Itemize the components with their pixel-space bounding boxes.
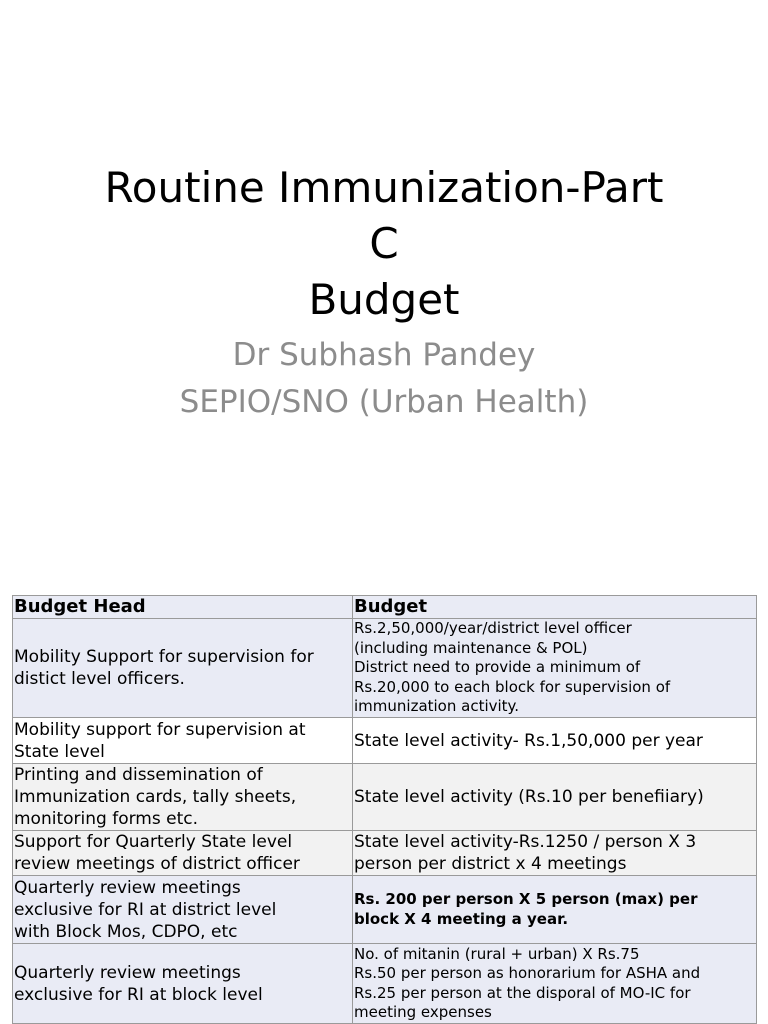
row-budget-head: Support for Quarterly State level review meetings of district officer	[13, 831, 353, 876]
row-budget-value: State level activity-Rs.1250 / person X 3 person per district x 4 meetings	[353, 831, 757, 876]
row-budget-value: State level activity (Rs.10 per benefiiary)	[353, 764, 757, 831]
title-line-3: Budget	[308, 275, 460, 324]
slide-subtitle	[0, 332, 768, 426]
title-line-1: Routine Immunization-Part	[104, 163, 664, 212]
row-budget-head: Printing and dissemination of Immunization cards, tally sheets, monitoring forms etc.	[13, 764, 353, 831]
row-budget-value: Rs.2,50,000/year/district level officer (including maintenance & POL) District need to provide a minimum of Rs.20,000 to each block for supervision of immunization activity.	[353, 619, 757, 718]
table-row	[13, 718, 757, 764]
author-role: SEPIO/SNO (Urban Health)	[179, 384, 589, 420]
header-budget: Budget	[353, 596, 757, 619]
row-budget-head: Quarterly review meetings exclusive for RI at district level with Block Mos, CDPO, etc	[13, 876, 353, 944]
table-row	[13, 831, 757, 876]
table-header-row	[13, 596, 757, 619]
row-budget-value: Rs. 200 per person X 5 person (max) per block X 4 meeting a year.	[353, 876, 757, 944]
table-row	[13, 876, 757, 944]
table-row	[13, 944, 757, 1024]
budget-table	[12, 595, 757, 1024]
row-budget-head: Mobility Support for supervision for distict level officers.	[13, 619, 353, 718]
table-row	[13, 619, 757, 718]
row-budget-value: State level activity- Rs.1,50,000 per year	[353, 718, 757, 764]
slide-title	[0, 160, 768, 328]
author-name: Dr Subhash Pandey	[232, 337, 536, 373]
table-row	[13, 764, 757, 831]
row-budget-value: No. of mitanin (rural + urban) X Rs.75 Rs.50 per person as honorarium for ASHA and Rs.25 per person at the disporal of MO-IC for meeting expenses	[353, 944, 757, 1024]
title-line-2: C	[369, 219, 399, 268]
row-budget-head: Quarterly review meetings exclusive for RI at block level	[13, 944, 353, 1024]
header-budget-head: Budget Head	[13, 596, 353, 619]
row-budget-head: Mobility support for supervision at State level	[13, 718, 353, 764]
